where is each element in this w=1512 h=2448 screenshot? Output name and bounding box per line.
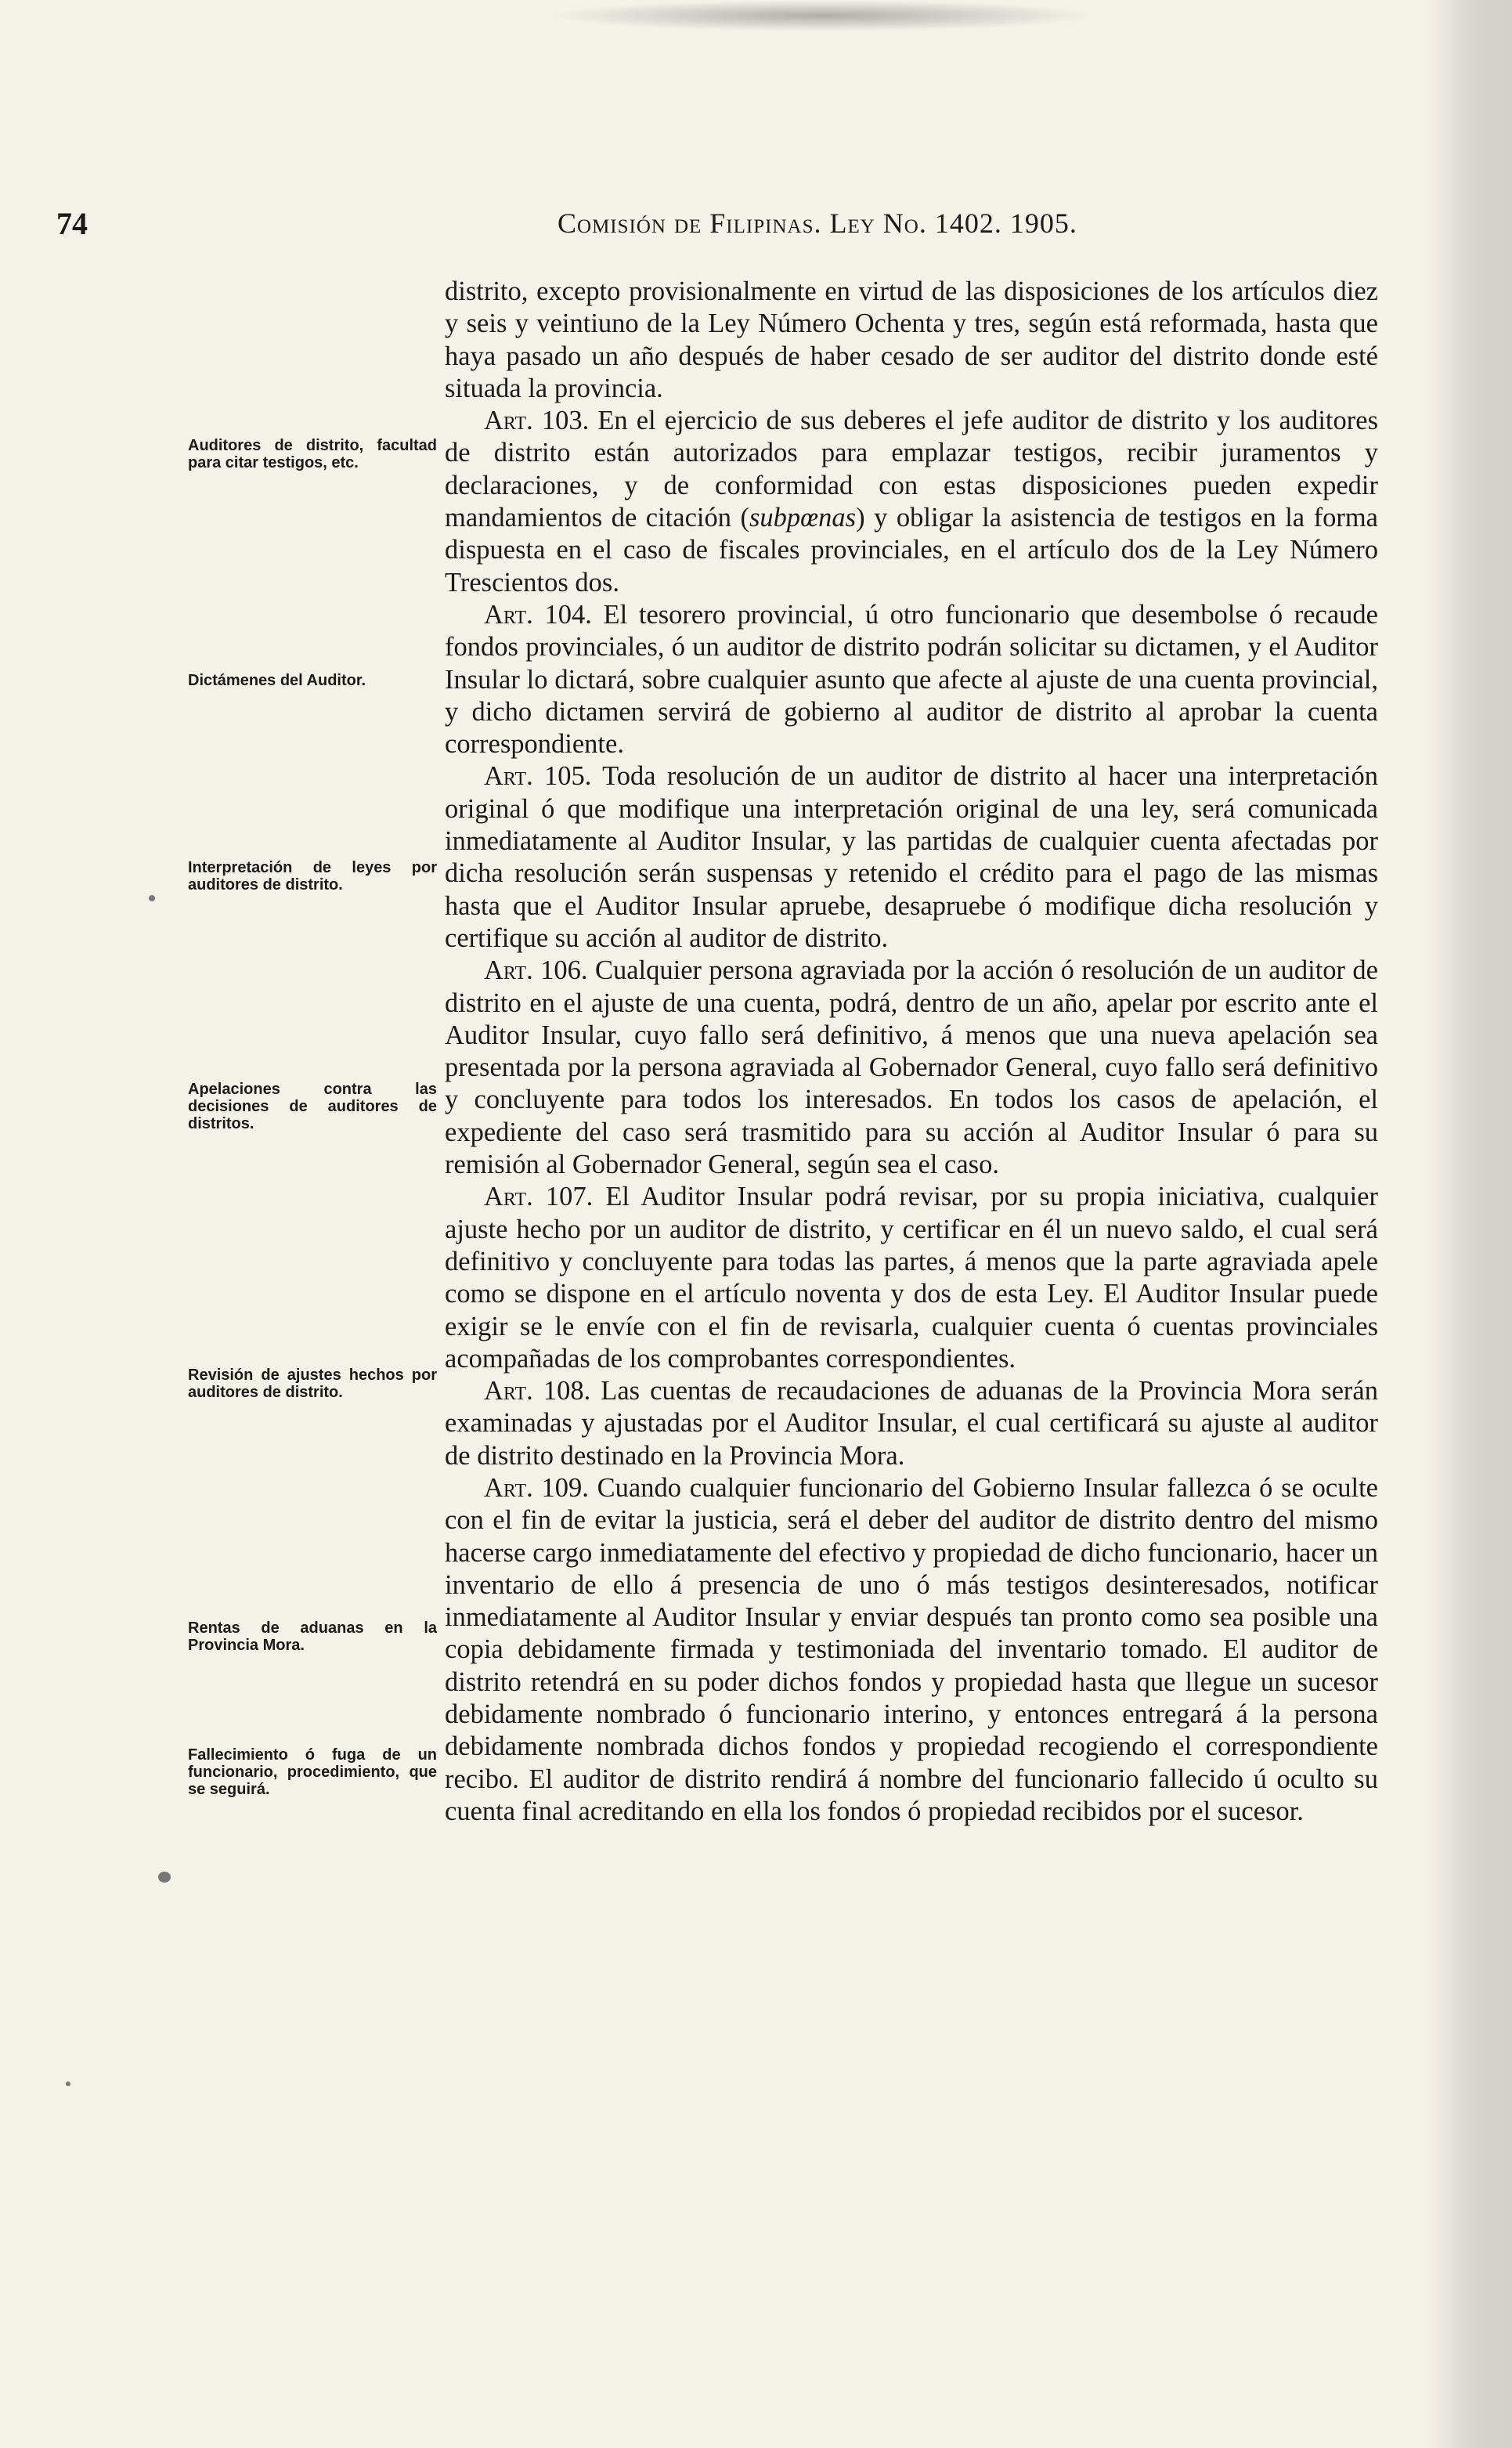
ink-speck [66, 2082, 70, 2086]
article-text: En el ejercicio de sus deberes el jefe auditor de distrito y los auditores de distrito están autorizados para emplazar testigos, recibir juramentos y declaraciones, y de conformidad con estas disposiciones pueden expedir mandamientos de citación ( [445, 406, 1378, 533]
paragraph-art103 [445, 405, 1378, 599]
article-label: Art. 104. [484, 599, 592, 630]
paragraph-art107 [445, 1181, 1378, 1375]
paragraph-art106 [445, 955, 1378, 1181]
article-label: Art. 109. [484, 1472, 589, 1503]
article-label: Art. 103. [484, 406, 590, 436]
body-text [445, 276, 1378, 1828]
scan-shadow-right [1426, 0, 1512, 2448]
article-text: Cuando cualquier funcionario del Gobierno Insular fallezca ó se oculte con el fin de evitar la justicia, será el deber del auditor de distrito dentro del mismo hacerse cargo inmediatamente del efectivo y propiedad de dicho funcionario, hacer un inventario de ello á presencia de uno ó más testigos desinteresados, notificar inmediatamente al Auditor Insular y enviar después tan pronto como sea posible una copia debidamente firmada y testimoniada del inventario tomado. El auditor de distrito retendrá en su poder dichos fondos y propiedad hasta que llegue un sucesor debidamente nombrado ó funcionario interino, y entonces entregará á la persona debidamente nombrada dichos fondos y propiedad recogiendo el correspondiente recibo. El auditor de distrito rendirá á nombre del funcionario fallecido ú oculto su cuenta final acreditando en ella los fondos ó propiedad recibidos por el sucesor. [445, 1472, 1378, 1826]
margin-note-art109: Fallecimiento ó fuga de un funcionario, procedimiento, que se seguirá. [188, 1746, 437, 1798]
margin-note-art107: Revisión de ajustes hechos por auditores de distrito. [188, 1367, 437, 1401]
page-header [0, 205, 1512, 244]
article-text: Las cuentas de recaudaciones de aduanas de la Provincia Mora serán examinadas y ajustadas por el Auditor Insular, el cual certificará su ajuste al auditor de distrito destinado en la Provincia Mora. [445, 1376, 1378, 1471]
paragraph-continuation: distrito, excepto provisionalmente en virtud de las disposiciones de los artículos diez y seis y veintiuno de la Ley Número Ochenta y tres, según está reformada, hasta que haya pasado un año después de haber cesado de ser auditor del distrito donde esté situada la provincia. [445, 276, 1378, 403]
paragraph-art108 [445, 1375, 1378, 1472]
scan-shadow-top [548, 0, 1096, 31]
paragraph-art109 [445, 1472, 1378, 1828]
article-text: El tesorero provincial, ú otro funcionario que desembolse ó recaude fondos provinciales, ó un auditor de distrito podrán solicitar su dictamen, y el Auditor Insular lo dictará, sobre cualquier asunto que afecte al ajuste de una cuenta provincial, y dicho dictamen servirá de gobierno al auditor de distrito al aprobar la cuenta correspondiente. [445, 599, 1378, 760]
article-text: Toda resolución de un auditor de distrito al hacer una interpretación original ó que modifique una interpretación original de una ley, será comunicada inmediatamente al Auditor Insular, y las partidas de cualquier cuenta afectadas por dicha resolución serán suspensas y retenido el crédito para el pago de las mismas hasta que el Auditor Insular apruebe, desapruebe ó modifique dicha resolución y certifique su acción al auditor de distrito. [445, 761, 1378, 953]
article-label: Art. 108. [484, 1376, 591, 1406]
page-number: 74 [56, 206, 88, 241]
margin-note-art108: Rentas de aduanas en la Provincia Mora. [188, 1619, 437, 1654]
margin-note-art106: Apelaciones contra las decisiones de auditores de distritos. [188, 1081, 437, 1132]
margin-note-art104: Dictámenes del Auditor. [188, 672, 366, 689]
paragraph-art105 [445, 760, 1378, 955]
margin-note-art103: Auditores de distrito, facultad para citar testigos, etc. [188, 437, 437, 471]
article-italic-term: subpœnas [749, 503, 857, 533]
article-label: Art. 105. [484, 761, 592, 792]
running-head: Comisión de Filipinas. Ley No. 1402. 1905. [558, 208, 1077, 239]
article-text: ) y obligar la asistencia de testigos en la forma dispuesta en el caso de fiscales provinciales, en el artículo dos de la Ley Número Trescientos dos. [445, 503, 1378, 598]
paragraph-art104 [445, 599, 1378, 760]
margin-note-art105: Interpretación de leyes por auditores de distrito. [188, 859, 437, 894]
ink-speck [158, 1872, 171, 1883]
article-text: Cualquier persona agraviada por la acción ó resolución de un auditor de distrito en el ajuste de una cuenta, podrá, dentro de un año, apelar por escrito ante el Auditor Insular, cuyo fallo será definitivo, á menos que una nueva apelación sea presentada por la persona agraviada al Gobernador General, cuyo fallo será definitivo y concluyente para todos los interesados. En todos los casos de apelación, el expediente del caso será trasmitido para su acción al Auditor Insular ó para su remisión al Gobernador General, según sea el caso. [445, 955, 1378, 1180]
ink-speck [149, 895, 155, 901]
article-label: Art. 106. [484, 955, 588, 986]
article-text: El Auditor Insular podrá revisar, por su propia iniciativa, cualquier ajuste hecho por un auditor de distrito, y certificar en él un nuevo saldo, el cual será definitivo y concluyente para todas las partes, á menos que la parte agraviada apele como se dispone en el artículo noventa y dos de esta Ley. El Auditor Insular puede exigir se le envíe con el fin de revisarla, cualquier cuenta ó cuentas provinciales acompañadas de los comprobantes correspondientes. [445, 1182, 1378, 1374]
article-label: Art. 107. [484, 1182, 594, 1212]
